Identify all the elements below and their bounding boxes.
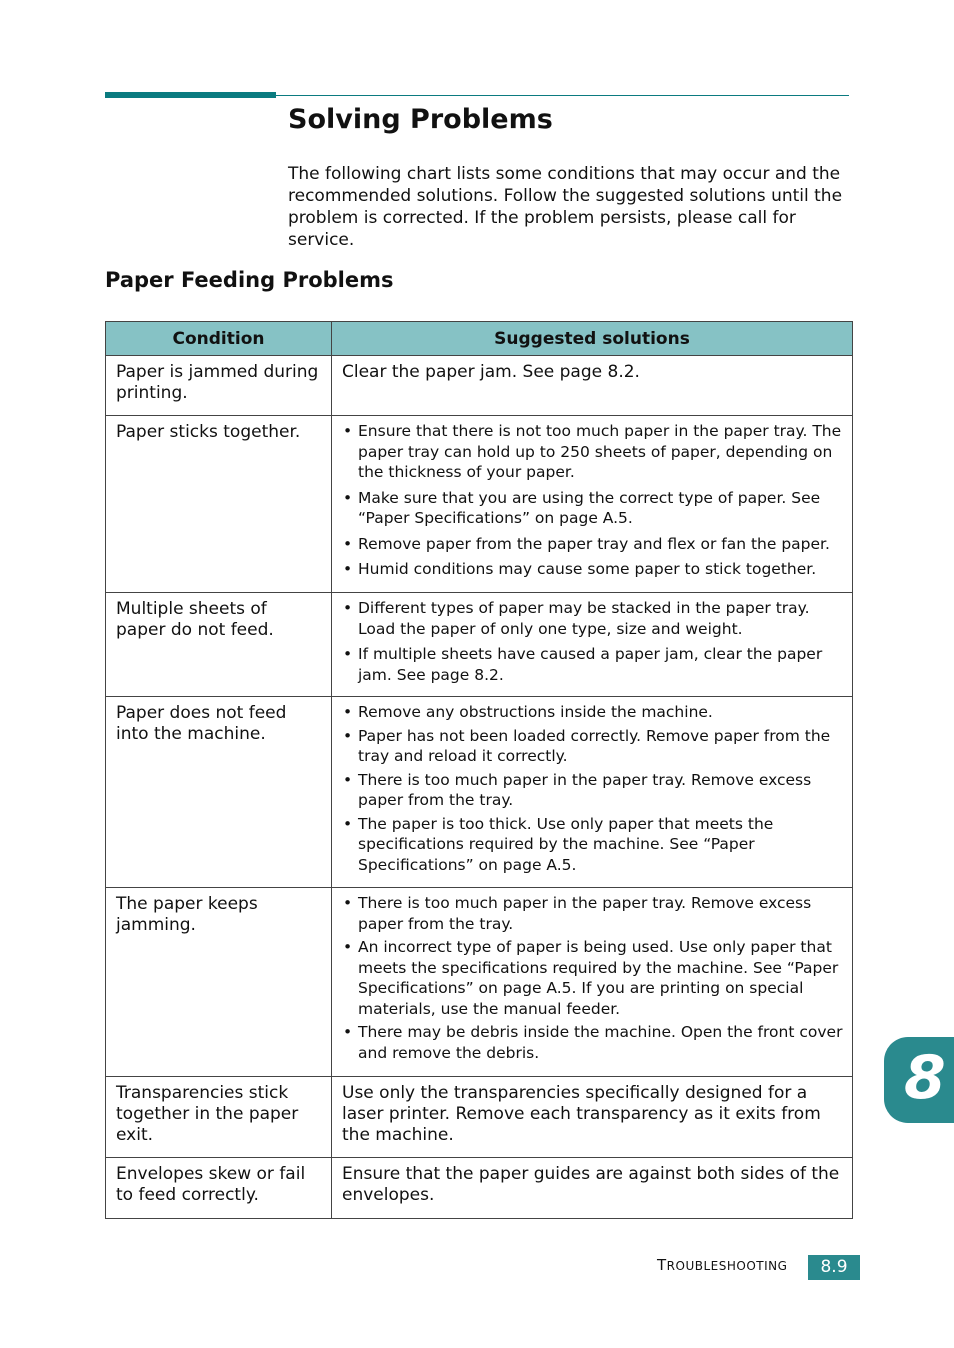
bullet-icon: • <box>343 726 353 745</box>
solution-cell: Ensure that the paper guides are against both sides of the envelopes. <box>332 1158 853 1219</box>
solution-cell <box>332 697 853 888</box>
solution-list <box>342 421 844 580</box>
title-rule-thick <box>105 92 276 98</box>
list-item <box>342 421 844 483</box>
bullet-text: Ensure that there is not too much paper in the paper tray. The paper tray can hold up to 250 sheets of paper, depending on the thickness of your paper. <box>358 422 842 481</box>
condition-cell: Paper is jammed during printing. <box>106 356 332 416</box>
condition-cell: Envelopes skew or fail to feed correctly. <box>106 1158 332 1219</box>
condition-cell: Transparencies stick together in the paper exit. <box>106 1077 332 1158</box>
bullet-text: There is too much paper in the paper tray. Remove excess paper from the tray. <box>358 770 812 809</box>
bullet-text: An incorrect type of paper is being used. Use only paper that meets the specifications required by the machine. See “Paper Specifications” on page A.5. If you are printing on special materials, use the manual feeder. <box>358 938 839 1018</box>
bullet-icon: • <box>343 488 353 507</box>
list-item <box>342 893 844 934</box>
bullet-icon: • <box>343 1023 353 1041</box>
footer-label-rest: ROUBLESHOOTING <box>666 1259 788 1273</box>
bullet-icon: • <box>343 560 353 578</box>
table-row <box>106 416 853 593</box>
chapter-number: 8 <box>904 1043 946 1113</box>
bullet-icon: • <box>343 703 353 721</box>
solution-cell <box>332 888 853 1077</box>
bullet-icon: • <box>343 534 353 553</box>
list-item <box>342 559 844 580</box>
title-rule-thin <box>276 95 849 96</box>
bullet-text: Humid conditions may cause some paper to stick together. <box>358 560 817 578</box>
footer-page-number: 8.9 <box>808 1255 860 1280</box>
bullet-icon: • <box>343 770 353 789</box>
solution-list <box>342 893 844 1063</box>
table-row <box>106 888 853 1077</box>
section-title: Paper Feeding Problems <box>105 268 394 292</box>
list-item <box>342 814 844 876</box>
table-row <box>106 593 853 697</box>
footer-label-initial: T <box>657 1256 667 1274</box>
bullet-icon: • <box>343 814 353 833</box>
table-row <box>106 1158 853 1219</box>
intro-paragraph: The following chart lists some conditions that may occur and the recommended solutions. Follow the suggested solutions until the problem is corrected. If the problem persists, please call for service. <box>288 164 843 250</box>
bullet-text: Different types of paper may be stacked in the paper tray. Load the paper of only one type, size and weight. <box>358 599 810 638</box>
problems-table <box>105 321 853 1219</box>
list-item <box>342 534 844 555</box>
list-item <box>342 937 844 1019</box>
table-header-row <box>106 322 853 356</box>
list-item <box>342 598 844 639</box>
solution-cell: Use only the transparencies specifically designed for a laser printer. Remove each transparency as it exits from the machine. <box>332 1077 853 1158</box>
solution-cell <box>332 593 853 697</box>
list-item <box>342 1022 844 1063</box>
list-item <box>342 488 844 529</box>
bullet-icon: • <box>343 422 353 440</box>
condition-cell: The paper keeps jamming. <box>106 888 332 1077</box>
condition-cell: Paper sticks together. <box>106 416 332 593</box>
solution-list <box>342 598 844 685</box>
bullet-text: There may be debris inside the machine. Open the front cover and remove the debris. <box>358 1023 843 1062</box>
bullet-icon: • <box>343 645 353 663</box>
bullet-text: There is too much paper in the paper tray. Remove excess paper from the tray. <box>358 894 812 933</box>
bullet-text: If multiple sheets have caused a paper jam, clear the paper jam. See page 8.2. <box>358 645 823 684</box>
bullet-text: Make sure that you are using the correct type of paper. See “Paper Specifications” on page A.5. <box>358 488 821 527</box>
page-title: Solving Problems <box>288 104 553 135</box>
solution-cell: Clear the paper jam. See page 8.2. <box>332 356 853 416</box>
list-item <box>342 644 844 685</box>
bullet-text: Remove paper from the paper tray and flex or fan the paper. <box>358 534 830 553</box>
footer-section-label <box>657 1256 787 1274</box>
table-row <box>106 1077 853 1158</box>
bullet-text: The paper is too thick. Use only paper that meets the specifications required by the machine. See “Paper Specifications” on page A.5. <box>358 814 774 874</box>
bullet-text: Paper has not been loaded correctly. Remove paper from the tray and reload it correctly. <box>358 726 831 765</box>
solution-cell <box>332 416 853 593</box>
bullet-icon: • <box>343 894 353 912</box>
list-item <box>342 702 844 723</box>
condition-cell: Paper does not feed into the machine. <box>106 697 332 888</box>
list-item <box>342 726 844 767</box>
list-item <box>342 770 844 811</box>
solution-list <box>342 702 844 875</box>
bullet-icon: • <box>343 599 353 617</box>
condition-cell: Multiple sheets of paper do not feed. <box>106 593 332 697</box>
chapter-tab <box>884 1037 954 1123</box>
header-condition: Condition <box>106 322 332 356</box>
table-row <box>106 356 853 416</box>
table-row <box>106 697 853 888</box>
bullet-icon: • <box>343 938 353 956</box>
bullet-text: Remove any obstructions inside the machine. <box>358 703 713 721</box>
header-solutions: Suggested solutions <box>332 322 853 356</box>
